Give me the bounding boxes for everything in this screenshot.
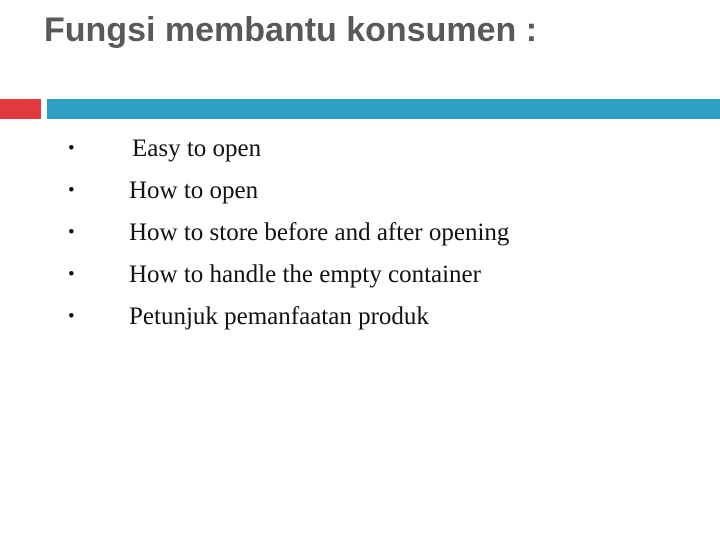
- bullet-icon: •: [68, 306, 75, 327]
- bullet-icon: •: [68, 138, 75, 159]
- bullet-icon: •: [68, 222, 75, 243]
- bullet-text: Easy to open: [132, 135, 262, 162]
- accent-bar-blue: [47, 99, 720, 119]
- accent-bar-red: [0, 99, 41, 119]
- bullet-icon: •: [68, 264, 75, 285]
- slide-title: Fungsi membantu konsumen :: [44, 11, 538, 49]
- bullet-text: Petunjuk pemanfaatan produk: [129, 303, 429, 330]
- bullet-text: How to handle the empty container: [129, 261, 481, 288]
- bullet-text: How to store before and after opening: [129, 219, 510, 246]
- bullet-text: How to open: [129, 177, 259, 204]
- bullet-icon: •: [68, 180, 75, 201]
